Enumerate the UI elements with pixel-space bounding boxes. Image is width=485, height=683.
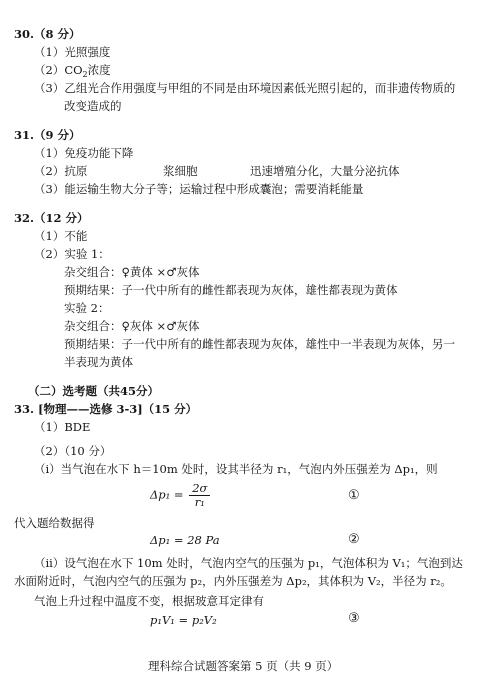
q33-answer-2: （2）（10 分） (34, 444, 112, 458)
boyle-law-text: 气泡上升过程中温度不变，根据玻意耳定律有 (34, 594, 264, 608)
q32-experiment-1-result: 预期结果：子一代中所有的雌性都表现为灰体，雄性都表现为黄体 (64, 283, 398, 297)
q31-answer-2-a: （2）抗原 (34, 164, 88, 178)
q31-answer-1: （1）免疫功能下降 (34, 146, 134, 160)
q33-header: 33. [物理——选修 3-3]（15 分） (14, 402, 198, 416)
equation-3-marker: ③ (348, 611, 360, 626)
q30-answer-1: （1）光照强度 (34, 45, 111, 59)
q32-experiment-1-cross: 杂交组合：♀黄体 ×♂灰体 (64, 265, 200, 279)
q32-experiment-2: 实验 2： (64, 301, 110, 315)
q32-header: 32.（12 分） (14, 211, 89, 225)
q31-answer-2-b: 浆细胞 (163, 164, 198, 178)
q33-answer-1: （1）BDE (34, 420, 91, 434)
q32-experiment-2-result-line-2: 半表现为黄体 (64, 355, 133, 369)
q31-answer-3: （3）能运输生物大分子等；运输过程中形成囊泡；需要消耗能量 (34, 182, 364, 196)
equation-1: Δp₁ = $\frac{2\sigma}{\text{r₁}}$ (150, 482, 212, 509)
q32-answer-1: （1）不能 (34, 229, 88, 243)
q30-answer-3-line-1: （3）乙组光合作用强度与甲组的不同是由环境因素低光照引起的，而非遗传物质的 (34, 81, 456, 95)
q33-part-i: （i）当气泡在水下 h＝10m 处时，设其半径为 r₁，气泡内外压强差为 Δp₁，则 (34, 462, 438, 476)
equation-3: p₁V₁ = p₂V₂ (150, 613, 217, 627)
page-footer: 理科综合试题答案第 5 页（共 9 页） (148, 659, 339, 673)
q32-experiment-2-result-line-1: 预期结果：子一代中所有的雌性都表现为灰体，雄性中一半表现为灰体，另一 (64, 337, 455, 351)
equation-1-numerator: 2σ (189, 482, 210, 496)
q30-answer-2: $(2)CO_2$浓度 (34, 63, 111, 79)
q31-header: 31.（9 分） (14, 128, 81, 142)
q30-answer-3-line-2: 改变造成的 (64, 99, 122, 113)
equation-1-denominator: r₁ (194, 495, 205, 509)
substitute-text: 代入题给数据得 (14, 516, 95, 530)
equation-2: Δp₁ = 28 Pa (150, 533, 220, 547)
equation-1-marker: ① (348, 488, 360, 503)
q30-header: 30.（8 分） (14, 27, 81, 41)
q31-answer-2-c: 迅速增殖分化，大量分泌抗体 (250, 164, 400, 178)
q33-part-ii-line-2: 水面附近时，气泡内空气的压强为 p₂，内外压强差为 Δp₂，其体积为 V₂，半径为 r₂。 (14, 574, 452, 588)
q33-part-ii-line-1: （ii）设气泡在水下 10m 处时，气泡内空气的压强为 p₁，气泡体积为 V₁；气泡到达 (34, 556, 463, 570)
q32-answer-2: （2）实验 1： (34, 247, 110, 261)
equation-2-marker: ② (348, 532, 360, 547)
section-2-heading: （二）选考题（共45分） (28, 384, 160, 398)
q32-experiment-2-cross: 杂交组合：♀灰体 ×♂灰体 (64, 319, 200, 333)
